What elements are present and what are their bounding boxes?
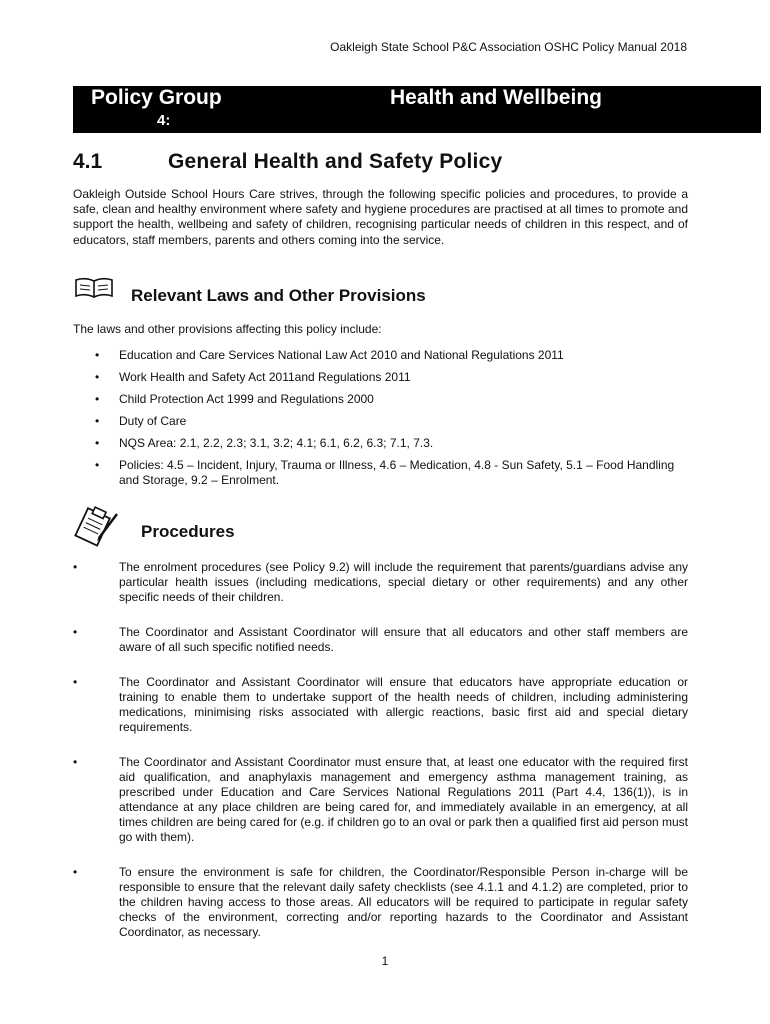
policy-group-label: Policy Group	[91, 86, 222, 109]
list-item: • Education and Care Services National Law Act 2010 and National Regulations 2011	[73, 348, 693, 363]
list-item: • Policies: 4.5 – Incident, Injury, Trauma or Illness, 4.6 – Medication, 4.8 - Sun Safety, 5.1 – Food Handling and Storage, 9.2 – Enrolment.	[73, 458, 693, 488]
list-item: • The enrolment procedures (see Policy 9.2) will include the requirement that parents/guardians advise any particular health issues (including medications, special dietary or other requirements) and any other specific needs of their children.	[73, 560, 688, 605]
list-item: • The Coordinator and Assistant Coordinator will ensure that all educators and other staff members are aware of all such specific notified needs.	[73, 625, 688, 655]
procedures-list	[73, 560, 688, 960]
page-number: 1	[381, 954, 389, 968]
policy-group-name: Health and Wellbeing	[390, 86, 602, 109]
list-item: • The Coordinator and Assistant Coordinator must ensure that, at least one educator with the required first aid qualification, and anaphylaxis management and emergency asthma management training, as prescribed under Education and Care Services National Regulations 2011 (Part 4.4, 136(1)), is in attendance at any place children are being cared for, and immediately available in an emergency, at all times children are being cared for (e.g. if children go to an oval or park then a qualified first aid person must go with them).	[73, 755, 688, 845]
laws-list	[73, 348, 693, 495]
policy-group-number: 4:	[157, 112, 171, 129]
policy-group-banner	[73, 86, 761, 133]
list-item: • Work Health and Safety Act 2011and Regulations 2011	[73, 370, 693, 385]
procedures-heading: Procedures	[141, 522, 235, 541]
running-header: Oakleigh State School P&C Association OSHC Policy Manual 2018	[330, 40, 687, 54]
clipboard-pencil-icon	[73, 504, 121, 553]
section-title: General Health and Safety Policy	[168, 150, 503, 173]
list-item: • The Coordinator and Assistant Coordinator will ensure that educators have appropriate education or training to enable them to undertake support of the health needs of children, including administering medications, minimising risks associated with allergic reactions, basic first aid and special dietary requirements.	[73, 675, 688, 735]
section-number: 4.1	[73, 150, 103, 173]
laws-intro: The laws and other provisions affecting this policy include:	[73, 322, 382, 336]
book-icon	[73, 276, 117, 307]
list-item: • Child Protection Act 1999 and Regulations 2000	[73, 392, 693, 407]
intro-paragraph: Oakleigh Outside School Hours Care strives, through the following specific policies and procedures, to provide a safe, clean and healthy environment where safety and hygiene procedures are practised at all times to promote and support the health, wellbeing and safety of children, recognising particular needs of children in this respect, and of educators, staff members, parents and others coming into the service.	[73, 187, 688, 247]
list-item: • NQS Area: 2.1, 2.2, 2.3; 3.1, 3.2; 4.1; 6.1, 6.2, 6.3; 7.1, 7.3.	[73, 436, 693, 451]
list-item: • To ensure the environment is safe for children, the Coordinator/Responsible Person in-charge will be responsible to ensure that the relevant daily safety checklists (see 4.1.1 and 4.1.2) are completed, prior to the children having access to those areas. All educators will be required to participate in regular safety checks of the environment, correcting and/or reporting hazards to the Coordinator and Assistant Coordinator, as necessary.	[73, 865, 688, 940]
laws-heading: Relevant Laws and Other Provisions	[131, 286, 426, 305]
list-item: • Duty of Care	[73, 414, 693, 429]
